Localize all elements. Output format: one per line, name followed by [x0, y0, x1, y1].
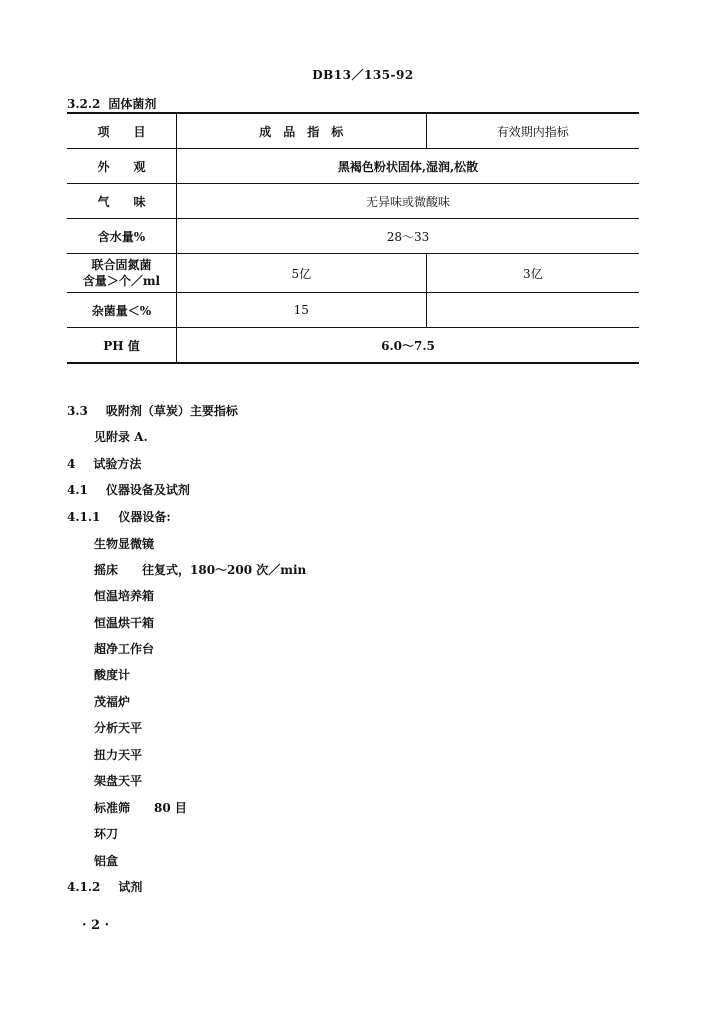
header-item: 项 目 — [67, 113, 177, 149]
equipment-item: 酸度计 — [94, 668, 131, 682]
row-label: 含水量% — [67, 219, 177, 254]
section-4-1-2-heading — [67, 878, 142, 895]
row-label-line-2: 含量＞个／ml — [82, 274, 161, 288]
section-title: 固体菌剂 — [108, 97, 157, 111]
row-finished-value: 5亿 — [177, 254, 427, 293]
table-row-moisture — [67, 219, 639, 254]
section-title: 试剂 — [118, 880, 143, 894]
row-validity-value — [426, 293, 639, 328]
section-title: 吸附剂（草炭）主要指标 — [105, 404, 238, 418]
header-validity-period: 有效期内指标 — [426, 113, 639, 149]
section-title: 仪器设备及试剂 — [105, 483, 190, 497]
row-value: 28～33 — [177, 219, 640, 254]
row-value: 黑褐色粉状固体,湿润,松散 — [177, 149, 640, 184]
table-row-contaminants — [67, 293, 639, 328]
section-title: 仪器设备: — [118, 510, 171, 524]
row-label: 外 观 — [67, 149, 177, 184]
page-number: · 2 · — [82, 918, 110, 933]
section-title: 试验方法 — [93, 457, 142, 471]
section-3-2-2-heading — [67, 95, 156, 112]
equipment-item: 分析天平 — [94, 721, 143, 735]
section-number: 4.1.2 — [67, 880, 101, 894]
section-4-heading — [67, 455, 141, 472]
appendix-reference: 见附录 A. — [94, 430, 148, 444]
section-number: 3.2.2 — [67, 97, 101, 111]
section-4-1-1-heading — [67, 508, 171, 525]
row-label-line-1: 联合固氮菌 — [91, 258, 152, 272]
equipment-item: 摇床 往复式，180～200 次／min — [94, 563, 307, 577]
equipment-item: 茂福炉 — [94, 695, 131, 709]
equipment-item: 环刀 — [94, 827, 119, 841]
table-row-nitrogen-fixing-count — [67, 254, 639, 293]
section-number: 4 — [67, 457, 76, 471]
solid-inoculant-spec-table — [67, 112, 639, 364]
table-header-row — [67, 113, 639, 149]
row-finished-value: 15 — [177, 293, 427, 328]
equipment-item: 铝盒 — [94, 854, 119, 868]
section-number: 3.3 — [67, 404, 88, 418]
row-value: 6.0～7.5 — [177, 328, 640, 364]
row-label: 气 味 — [67, 184, 177, 219]
row-value: 无异味或微酸味 — [177, 184, 640, 219]
table-row-ph — [67, 328, 639, 364]
document-code-header: DB13／135-92 — [312, 68, 414, 82]
equipment-item: 标准筛 80 目 — [94, 801, 187, 815]
header-finished-product: 成 品 指 标 — [177, 113, 427, 149]
row-label: PH 值 — [67, 328, 177, 364]
equipment-item: 生物显微镜 — [94, 537, 155, 551]
section-4-1-heading — [67, 481, 190, 498]
row-label: 杂菌量＜% — [67, 293, 177, 328]
section-number: 4.1.1 — [67, 510, 101, 524]
table-row-appearance — [67, 149, 639, 184]
equipment-item: 扭力天平 — [94, 748, 143, 762]
table-row-odor — [67, 184, 639, 219]
section-3-3-heading — [67, 402, 238, 419]
row-validity-value: 3亿 — [426, 254, 639, 293]
equipment-item: 恒温培养箱 — [94, 589, 155, 603]
equipment-item: 恒温烘干箱 — [94, 616, 155, 630]
equipment-item: 超净工作台 — [94, 642, 155, 656]
section-number: 4.1 — [67, 483, 88, 497]
equipment-item: 架盘天平 — [94, 774, 143, 788]
row-label — [67, 254, 177, 293]
